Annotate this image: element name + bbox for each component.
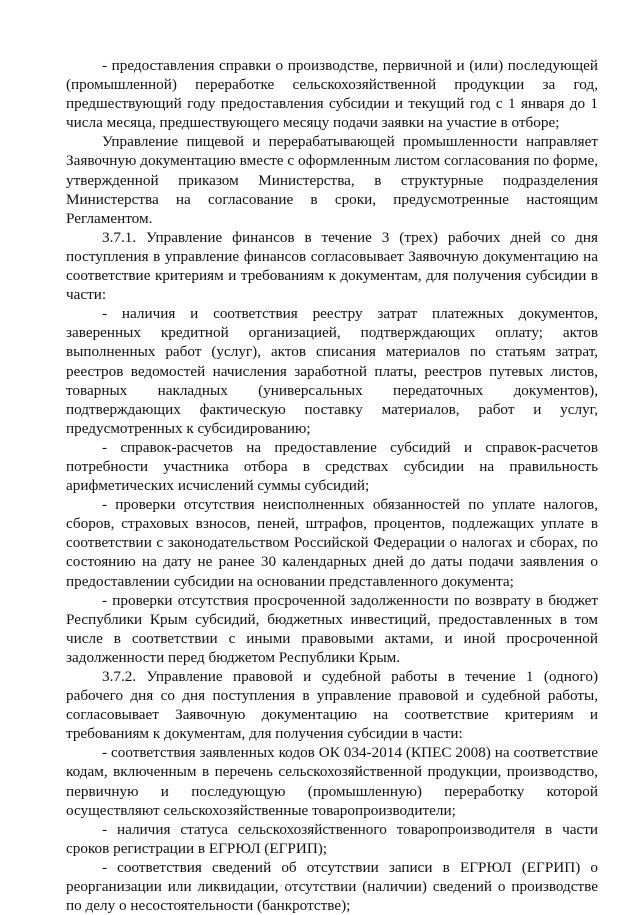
paragraph-calculation-certificates: - справок-расчетов на предоставление субсидий и справок-расчетов потребности участника отбора в средствах субсидии на правильность арифметических исчислений суммы субсидий;: [66, 438, 598, 495]
scan-artifact-marks: [280, 884, 370, 888]
paragraph-overdue-debt: - проверки отсутствия просроченной задолженности по возврату в бюджет Республики Крым субсидий, бюджетных инвестиций, предоставленных в том числе в соответствии с иными правовыми актами, и иной просроченной задолженности перед бюджетом Республики Крым.: [66, 591, 598, 666]
paragraph-payment-documents: - наличия и соответствия реестру затрат платежных документов, заверенных кредитной организацией, подтверждающих оплату; актов выполненных работ (услуг), актов списания материалов по статьям затрат, реестров ведомостей начисления заработной платы, реестров путевых листов, товарных накладных (универсальных передаточных документов), подтверждающих фактическую поставку материалов, работ и услуг, предусмотренных к субсидированию;: [66, 305, 598, 437]
paragraph-egrul-records: - соответствия сведений об отсутствии записи в ЕГРЮЛ (ЕГРИП) о реорганизации или ликвидации, отсутствии (наличии) сведений о производстве по делу о несостоятельности (банкротстве);: [66, 858, 598, 915]
paragraph-certificate-production: - предоставления справки о производстве, первичной и (или) последующей (промышленной) переработке сельскохозяйственной продукции за год, предшествующий году предоставления субсидии и текущий год с 1 января до 1 числа месяца, предшествующего месяцу подачи заявки на участие в отборе;: [66, 57, 598, 132]
paragraph-tax-obligations: - проверки отсутствия неисполненных обязанностей по уплате налогов, сборов, страховых взносов, пеней, штрафов, процентов, подлежащих уплате в соответствии с законодательством Российской Федерации о налогах и сборах, по состоянию на дату не ранее 30 календарных дней до даты подачи заявления о предоставлении субсидии на основании представленного документа;: [66, 496, 598, 590]
paragraph-okpd-codes: - соответствия заявленных кодов ОК 034-2014 (КПЕС 2008) на соответствие кодам, включенным в перечень сельскохозяйственной продукции, производство, первичную и последующую (промышленную) переработку которой осуществляют сельскохозяйственные товаропроизводители;: [66, 744, 598, 819]
paragraph-producer-status: - наличия статуса сельскохозяйственного товаропроизводителя в части сроков регистрации в ЕГРЮЛ (ЕГРИП);: [66, 820, 598, 857]
paragraph-3-7-1-finance: 3.7.1. Управление финансов в течение 3 (трех) рабочих дней со дня поступления в управление финансов согласовывает Заявочную документацию на соответствие критериям и требованиям к документам, для получения субсидии в части:: [66, 228, 598, 304]
paragraph-3-7-2-legal: 3.7.2. Управление правовой и судебной работы в течение 1 (одного) рабочего дня со дня поступления в управление правовой и судебной работы, согласовывает Заявочную документацию на соответствие критериям и требованиям к документам, для получения субсидии в части:: [66, 668, 598, 743]
paragraph-food-department-routing: Управление пищевой и перерабатывающей промышленности направляет Заявочную документацию вместе с оформленным листом согласования по форме, утвержденной приказом Министерства, в структурные подразделения Министерства на согласование в сроки, предусмотренные настоящим Регламентом.: [66, 133, 598, 227]
